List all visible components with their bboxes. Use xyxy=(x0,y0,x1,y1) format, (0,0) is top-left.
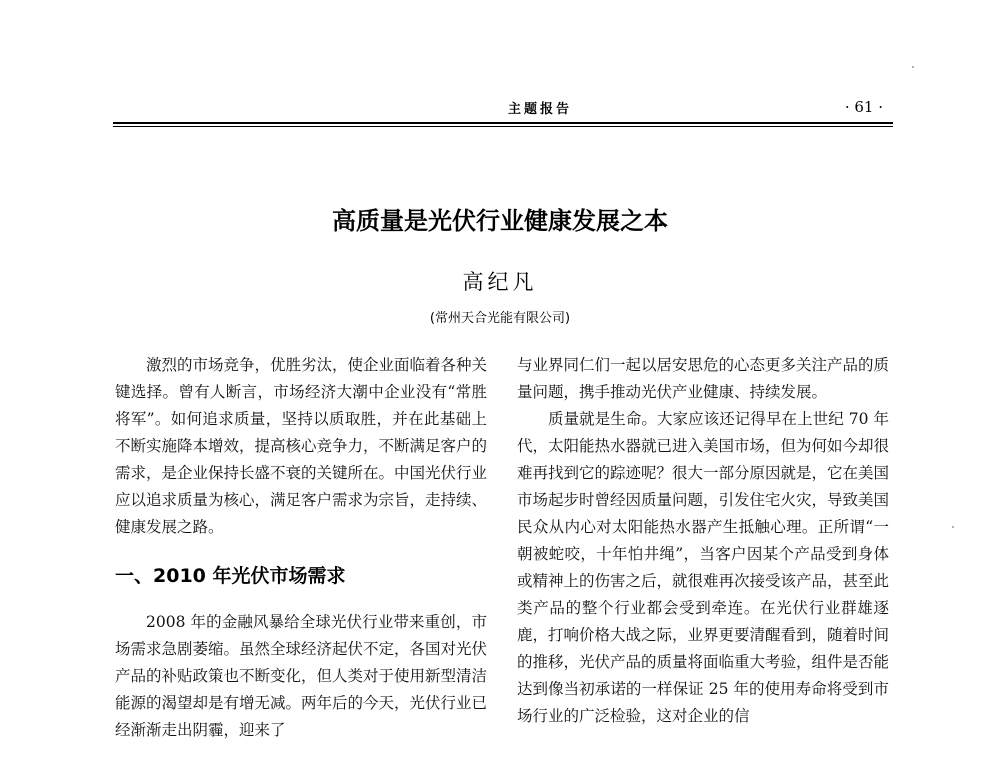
intro-paragraph: 激烈的市场竞争，优胜劣汰，使企业面临着各种关键选择。曾有人断言，市场经济大潮中企业没有“常胜将军”。如何追求质量，坚持以质取胜，并在此基础上不断实施降本增效，提高核心竞争力，不断满足客户的需求，是企业保持长盛不衰的关键所在。中国光伏行业应以追求质量为核心，满足客户需求为宗旨，走持续、健康发展之路。 xyxy=(115,356,488,536)
section-label: 主题报告 xyxy=(507,102,572,117)
scan-speck xyxy=(952,526,954,528)
article-title: 高质量是光伏行业健康发展之本 xyxy=(332,207,668,235)
author-affiliation: (常州天合光能有限公司) xyxy=(429,311,571,326)
author-name: 高纪凡 xyxy=(462,270,538,294)
scan-speck xyxy=(912,66,914,68)
header-rule-thin xyxy=(113,126,893,127)
right-column xyxy=(517,352,889,730)
header-rule-thick xyxy=(113,122,893,124)
section-paragraph: 2008 年的金融风暴给全球光伏行业带来重创，市场需求急剧萎缩。虽然全球经济起伏不定，各国对光伏产品的补贴政策也不断变化，但人类对于使用新型清洁能源的渴望却是有增无减。两年后的今天，光伏行业已经渐渐走出阴霾，迎来了 xyxy=(115,613,488,739)
page-number: · 61 · xyxy=(844,98,883,116)
left-column xyxy=(115,352,487,744)
section-heading: 一、2010 年光伏市场需求 xyxy=(115,565,346,587)
running-header xyxy=(115,98,895,122)
quality-paragraph: 质量就是生命。大家应该还记得早在上世纪 70 年代，太阳能热水器就已进入美国市场，但为何如今却很难再找到它的踪迹呢？很大一部分原因就是，它在美国市场起步时曾经因质量问题，引发住宅火灾，导致美国民众从内心对太阳能热水器产生抵触心理。正所谓“一朝被蛇咬，十年怕井绳”，当客户因某个产品受到身体或精神上的伤害之后，就很难再次接受该产品，甚至此类产品的整个行业都会受到牵连。在光伏行业群雄逐鹿，打响价格大战之际，业界更要清醒看到，随着时间的推移，光伏产品的质量将面临重大考验，组件是否能达到像当初承诺的一样保证 25 年的使用寿命将受到市场行业的广泛检验，这对企业的信 xyxy=(517,410,890,725)
continuation-paragraph: 与业界同仁们一起以居安思危的心态更多关注产品的质量问题，携手推动光伏产业健康、持续发展。 xyxy=(517,356,890,401)
